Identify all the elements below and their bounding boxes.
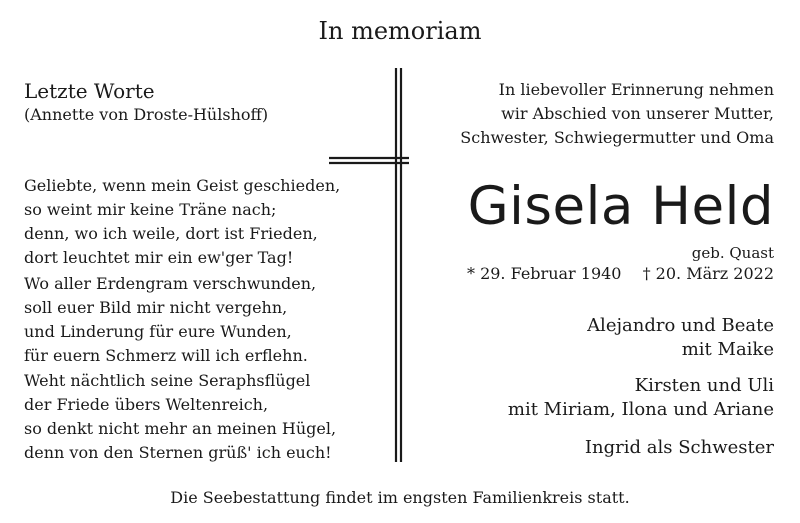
poem-line: der Friede übers Weltenreich,: [24, 395, 269, 414]
poem-title: Letzte Worte: [24, 79, 155, 103]
poem-line: Geliebte, wenn mein Geist geschieden,: [24, 176, 341, 195]
footer-note: Die Seebestattung findet im engsten Familienkreis statt.: [170, 488, 630, 507]
family-group-3: [585, 436, 774, 460]
poem-stanza-3: [24, 369, 336, 465]
family-line: Alejandro und Beate: [587, 315, 774, 336]
maiden-name: geb. Quast: [691, 244, 774, 262]
announcement-intro: [460, 78, 774, 150]
poem-author: (Annette von Droste-Hülshoff): [24, 105, 269, 124]
poem-line: denn, wo ich weile, dort ist Frieden,: [24, 224, 318, 243]
heading-in-memoriam: In memoriam: [318, 17, 482, 45]
poem-line: Wo aller Erdengram verschwunden,: [24, 274, 317, 293]
poem-stanza-2: [24, 272, 316, 368]
intro-line: In liebevoller Erinnerung nehmen: [498, 80, 774, 99]
poem-line: denn von den Sternen grüß' ich euch!: [24, 443, 332, 462]
family-line: mit Miriam, Ilona und Ariane: [507, 399, 774, 420]
family-line: Ingrid als Schwester: [584, 437, 774, 458]
poem-line: soll euer Bild mir nicht vergehn,: [24, 298, 288, 317]
poem-line: Weht nächtlich seine Seraphsflügel: [24, 371, 311, 390]
poem-line: dort leuchtet mir ein ew'ger Tag!: [24, 248, 294, 267]
family-group-2: [508, 374, 774, 422]
birth-date: * 29. Februar 1940: [466, 264, 622, 283]
family-line: Kirsten und Uli: [634, 375, 774, 396]
poem-line: und Linderung für eure Wunden,: [24, 322, 292, 341]
poem-line: so weint mir keine Träne nach;: [24, 200, 277, 219]
death-date: † 20. März 2022: [642, 264, 774, 283]
life-dates: [467, 263, 774, 285]
deceased-name: Gisela Held: [467, 176, 774, 237]
cross-icon: [325, 64, 411, 464]
intro-line: wir Abschied von unserer Mutter,: [501, 104, 774, 123]
intro-line: Schwester, Schwiegermutter und Oma: [460, 128, 774, 147]
family-line: mit Maike: [681, 339, 774, 360]
poem-stanza-1: [24, 174, 340, 270]
poem-line: so denkt nicht mehr an meinen Hügel,: [24, 419, 337, 438]
poem-line: für euern Schmerz will ich erflehn.: [24, 346, 308, 365]
family-group-1: [587, 314, 774, 362]
